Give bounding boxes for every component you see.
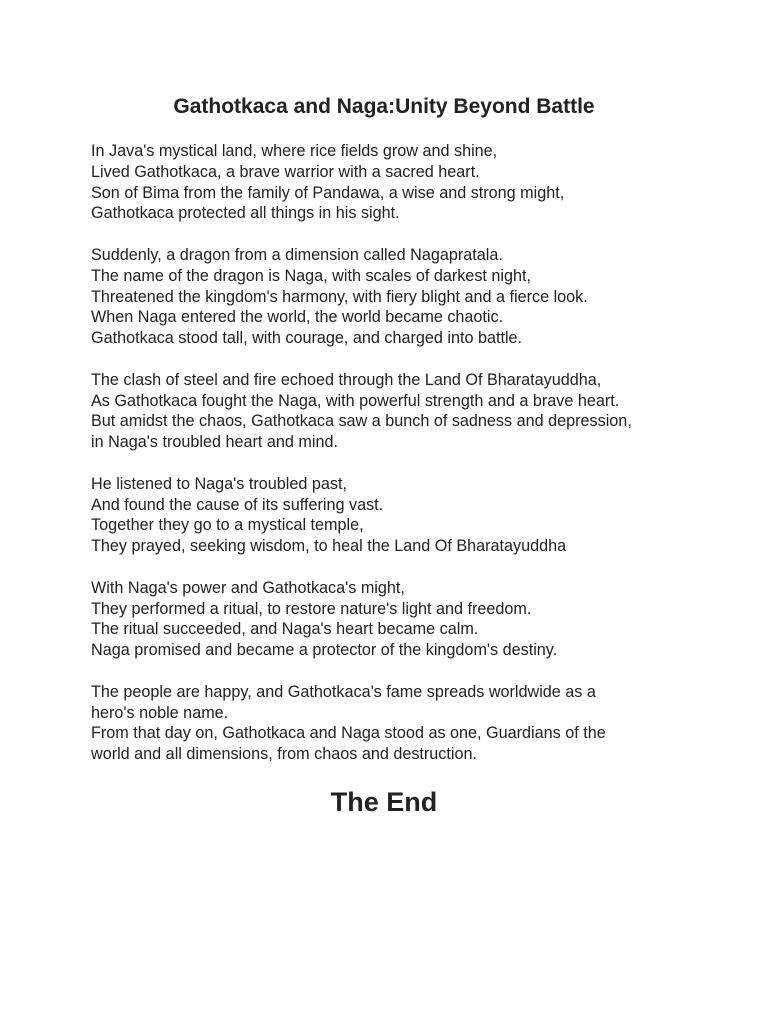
poem-line: Lived Gathotkaca, a brave warrior with a sacred heart. [91,162,480,181]
stanza-1 [91,141,691,224]
poem-line: With Naga's power and Gathotkaca's might, [91,578,405,597]
poem-body [91,141,691,786]
poem-line: Son of Bima from the family of Pandawa, a wise and strong might, [91,183,565,202]
poem-line: world and all dimensions, from chaos and destruction. [91,745,478,764]
poem-line: Gathotkaca stood tall, with courage, and charged into battle. [91,329,523,348]
poem-line: Suddenly, a dragon from a dimension called Nagapratala. [91,245,503,264]
stanza-2 [91,245,691,349]
poem-line: But amidst the chaos, Gathotkaca saw a bunch of sadness and depression, [91,412,632,431]
poem-line: The people are happy, and Gathotkaca's fame spreads worldwide as a [91,682,596,701]
poem-line: When Naga entered the world, the world became chaotic. [91,308,504,327]
poem-line: The name of the dragon is Naga, with scales of darkest night, [91,266,532,285]
poem-line: They performed a ritual, to restore nature's light and freedom. [91,599,532,618]
poem-line: As Gathotkaca fought the Naga, with powerful strength and a brave heart. [91,391,620,410]
poem-line: From that day on, Gathotkaca and Naga stood as one, Guardians of the [91,724,606,743]
poem-line: They prayed, seeking wisdom, to heal the Land Of Bharatayuddha [91,537,567,556]
ending-heading: The End [330,787,438,817]
document-title: Gathotkaca and Naga:Unity Beyond Battle [173,95,595,118]
stanza-5 [91,578,691,661]
poem-line: He listened to Naga's troubled past, [91,474,347,493]
poem-line: Threatened the kingdom's harmony, with fiery blight and a fierce look. [91,287,588,306]
poem-line: in Naga's troubled heart and mind. [91,433,338,452]
poem-line: In Java's mystical land, where rice fields grow and shine, [91,142,498,160]
poem-line: The ritual succeeded, and Naga's heart became calm. [91,620,479,639]
stanza-3 [91,370,691,453]
poem-line: hero's noble name. [91,703,229,722]
poem-line: And found the cause of its suffering vast. [91,495,384,514]
poem-line: Together they go to a mystical temple, [91,516,364,535]
stanza-4 [91,474,691,557]
poem-line: Naga promised and became a protector of the kingdom's destiny. [91,641,558,660]
poem-line: Gathotkaca protected all things in his sight. [91,204,400,223]
poem-line: The clash of steel and fire echoed through the Land Of Bharatayuddha, [91,370,602,389]
stanza-6 [91,682,691,765]
